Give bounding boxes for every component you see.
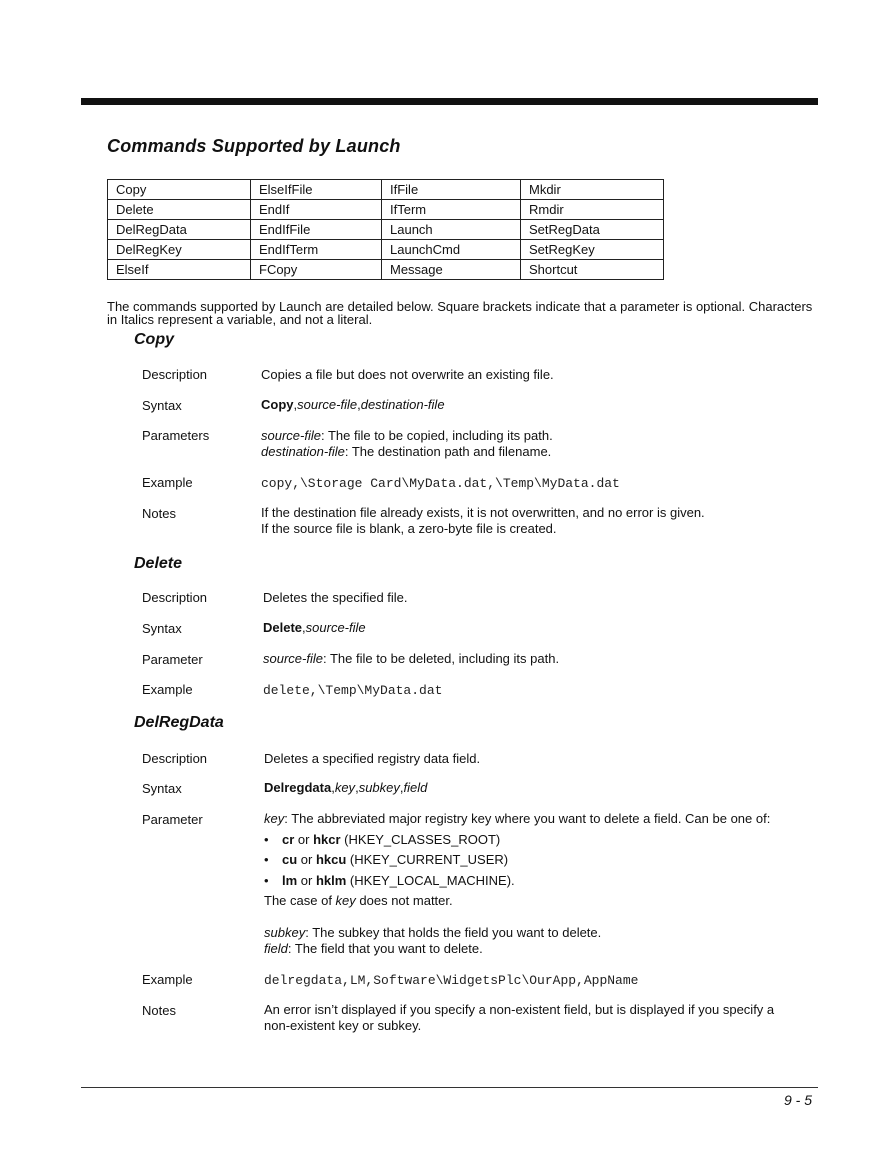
bullet-icon: •: [264, 852, 269, 867]
delregdata-parameter-subkey: [264, 925, 601, 941]
commands-table: [107, 179, 664, 280]
list-item: [264, 832, 500, 847]
copy-notes: If the source file is blank, a zero-byte file is created.: [261, 521, 557, 536]
case-note: [264, 893, 453, 909]
delregdata-description: Deletes a specified registry data field.: [264, 751, 481, 766]
example-label: Example: [142, 475, 193, 490]
key-abbrev: hkcr: [313, 832, 341, 847]
intro-line: in Italics represent a variable, and not a literal.: [107, 312, 373, 327]
parameter-label: Parameter: [142, 652, 203, 667]
table-row: [108, 180, 664, 200]
intro-paragraph: [107, 300, 819, 326]
syntax-argument: field: [403, 780, 428, 795]
delregdata-example: delregdata,LM,Software\WidgetsPlc\OurApp,AppName: [264, 973, 639, 988]
parameter-text: : The file to be deleted, including its path.: [322, 651, 560, 666]
table-cell: ElseIf: [108, 260, 251, 280]
list-item: [264, 852, 508, 867]
description-label: Description: [142, 751, 208, 766]
table-cell: DelRegData: [108, 220, 251, 240]
table-cell: IfFile: [382, 180, 521, 200]
parameter-name: subkey: [264, 925, 306, 940]
delete-syntax: [263, 620, 366, 636]
table-row: [108, 200, 664, 220]
key-abbrev: cu: [282, 852, 298, 867]
parameter-name: source-file: [263, 651, 323, 666]
list-item: [264, 873, 515, 888]
syntax-separator: ,: [357, 397, 361, 412]
table-cell: DelRegKey: [108, 240, 251, 260]
list-text: or: [297, 852, 316, 867]
case-text: does not matter.: [355, 893, 453, 908]
table-row: [108, 260, 664, 280]
list-text: (HKEY_LOCAL_MACHINE).: [346, 873, 515, 888]
table-row: [108, 240, 664, 260]
syntax-separator: ,: [331, 780, 335, 795]
syntax-label: Syntax: [142, 781, 182, 796]
table-cell: EndIf: [251, 200, 382, 220]
syntax-command: Copy: [261, 397, 294, 412]
table-cell: Shortcut: [521, 260, 664, 280]
key-abbrev: hkcu: [315, 852, 347, 867]
syntax-argument: source-file: [305, 620, 366, 635]
table-cell: Message: [382, 260, 521, 280]
copy-parameter: [261, 428, 553, 444]
parameter-text: : The abbreviated major registry key where you want to delete a field. Can be one of:: [284, 811, 771, 826]
parameter-name: key: [264, 811, 285, 826]
parameter-name: destination-file: [261, 444, 345, 459]
delregdata-section-title: DelRegData: [134, 714, 224, 731]
page-number: 9 - 5: [783, 1092, 812, 1108]
syntax-label: Syntax: [142, 398, 182, 413]
table-cell: EndIfTerm: [251, 240, 382, 260]
header-rule: [81, 98, 818, 105]
syntax-command: Delete: [263, 620, 303, 635]
parameter-text: : The destination path and filename.: [344, 444, 552, 459]
example-label: Example: [142, 682, 193, 697]
page-heading: Commands Supported by Launch: [107, 136, 401, 156]
syntax-label: Syntax: [142, 621, 182, 636]
parameter-text: : The subkey that holds the field you want to delete.: [305, 925, 602, 940]
example-label: Example: [142, 972, 193, 987]
table-cell: Delete: [108, 200, 251, 220]
list-text: (HKEY_CLASSES_ROOT): [340, 832, 501, 847]
table-cell: EndIfFile: [251, 220, 382, 240]
description-label: Description: [142, 367, 208, 382]
parameter-name: source-file: [261, 428, 321, 443]
list-text: or: [294, 832, 314, 847]
list-text: or: [297, 873, 316, 888]
delregdata-syntax: [264, 780, 427, 796]
parameters-label: Parameters: [142, 428, 210, 443]
copy-syntax: [261, 397, 445, 413]
table-cell: LaunchCmd: [382, 240, 521, 260]
key-abbrev: hklm: [315, 873, 347, 888]
syntax-separator: ,: [293, 397, 298, 412]
copy-example: copy,\Storage Card\MyData.dat,\Temp\MyData.dat: [261, 476, 620, 491]
syntax-argument: key: [334, 780, 356, 795]
description-label: Description: [142, 590, 208, 605]
key-abbrev: cr: [282, 832, 295, 847]
syntax-separator: ,: [302, 620, 306, 635]
list-text: (HKEY_CURRENT_USER): [346, 852, 509, 867]
case-key: key: [335, 893, 356, 908]
syntax-command: Delregdata: [264, 780, 332, 795]
copy-description: Copies a file but does not overwrite an existing file.: [261, 367, 554, 382]
parameter-text: : The field that you want to delete.: [287, 941, 483, 956]
delete-example: delete,\Temp\MyData.dat: [263, 683, 443, 698]
copy-parameter: [261, 444, 551, 460]
parameter-name: field: [264, 941, 288, 956]
table-cell: Rmdir: [521, 200, 664, 220]
delete-parameter: [263, 651, 559, 667]
delregdata-parameter-key: [264, 811, 770, 827]
syntax-separator: ,: [399, 780, 404, 795]
table-row: [108, 220, 664, 240]
intro-line: The commands supported by Launch are detailed below. Square brackets indicate that a parameter is optional. Characters: [107, 299, 813, 314]
bullet-icon: •: [264, 873, 269, 888]
notes-label: Notes: [142, 506, 176, 521]
table-cell: ElseIfFile: [251, 180, 382, 200]
table-cell: Launch: [382, 220, 521, 240]
syntax-argument: subkey: [358, 780, 400, 795]
notes-label: Notes: [142, 1003, 176, 1018]
case-text: The case of: [264, 893, 336, 908]
key-abbrev: lm: [282, 873, 298, 888]
table-cell: Mkdir: [521, 180, 664, 200]
table-cell: SetRegKey: [521, 240, 664, 260]
copy-section-title: Copy: [134, 331, 174, 348]
table-cell: SetRegData: [521, 220, 664, 240]
footer-rule: [81, 1087, 818, 1088]
parameter-label: Parameter: [142, 812, 203, 827]
table-cell: IfTerm: [382, 200, 521, 220]
delregdata-notes: An error isn’t displayed if you specify a non-existent field, but is displayed if you specify a: [264, 1002, 775, 1017]
table-cell: Copy: [108, 180, 251, 200]
parameter-text: : The file to be copied, including its path.: [320, 428, 553, 443]
delete-section-title: Delete: [134, 555, 183, 572]
delregdata-parameter-field: [264, 941, 483, 957]
table-cell: FCopy: [251, 260, 382, 280]
syntax-argument: destination-file: [360, 397, 445, 412]
copy-notes: If the destination file already exists, it is not overwritten, and no error is given.: [261, 505, 705, 520]
syntax-argument: source-file: [297, 397, 358, 412]
bullet-icon: •: [264, 832, 269, 847]
syntax-separator: ,: [355, 780, 359, 795]
delete-description: Deletes the specified file.: [263, 590, 408, 605]
delregdata-notes: non-existent key or subkey.: [264, 1018, 422, 1033]
